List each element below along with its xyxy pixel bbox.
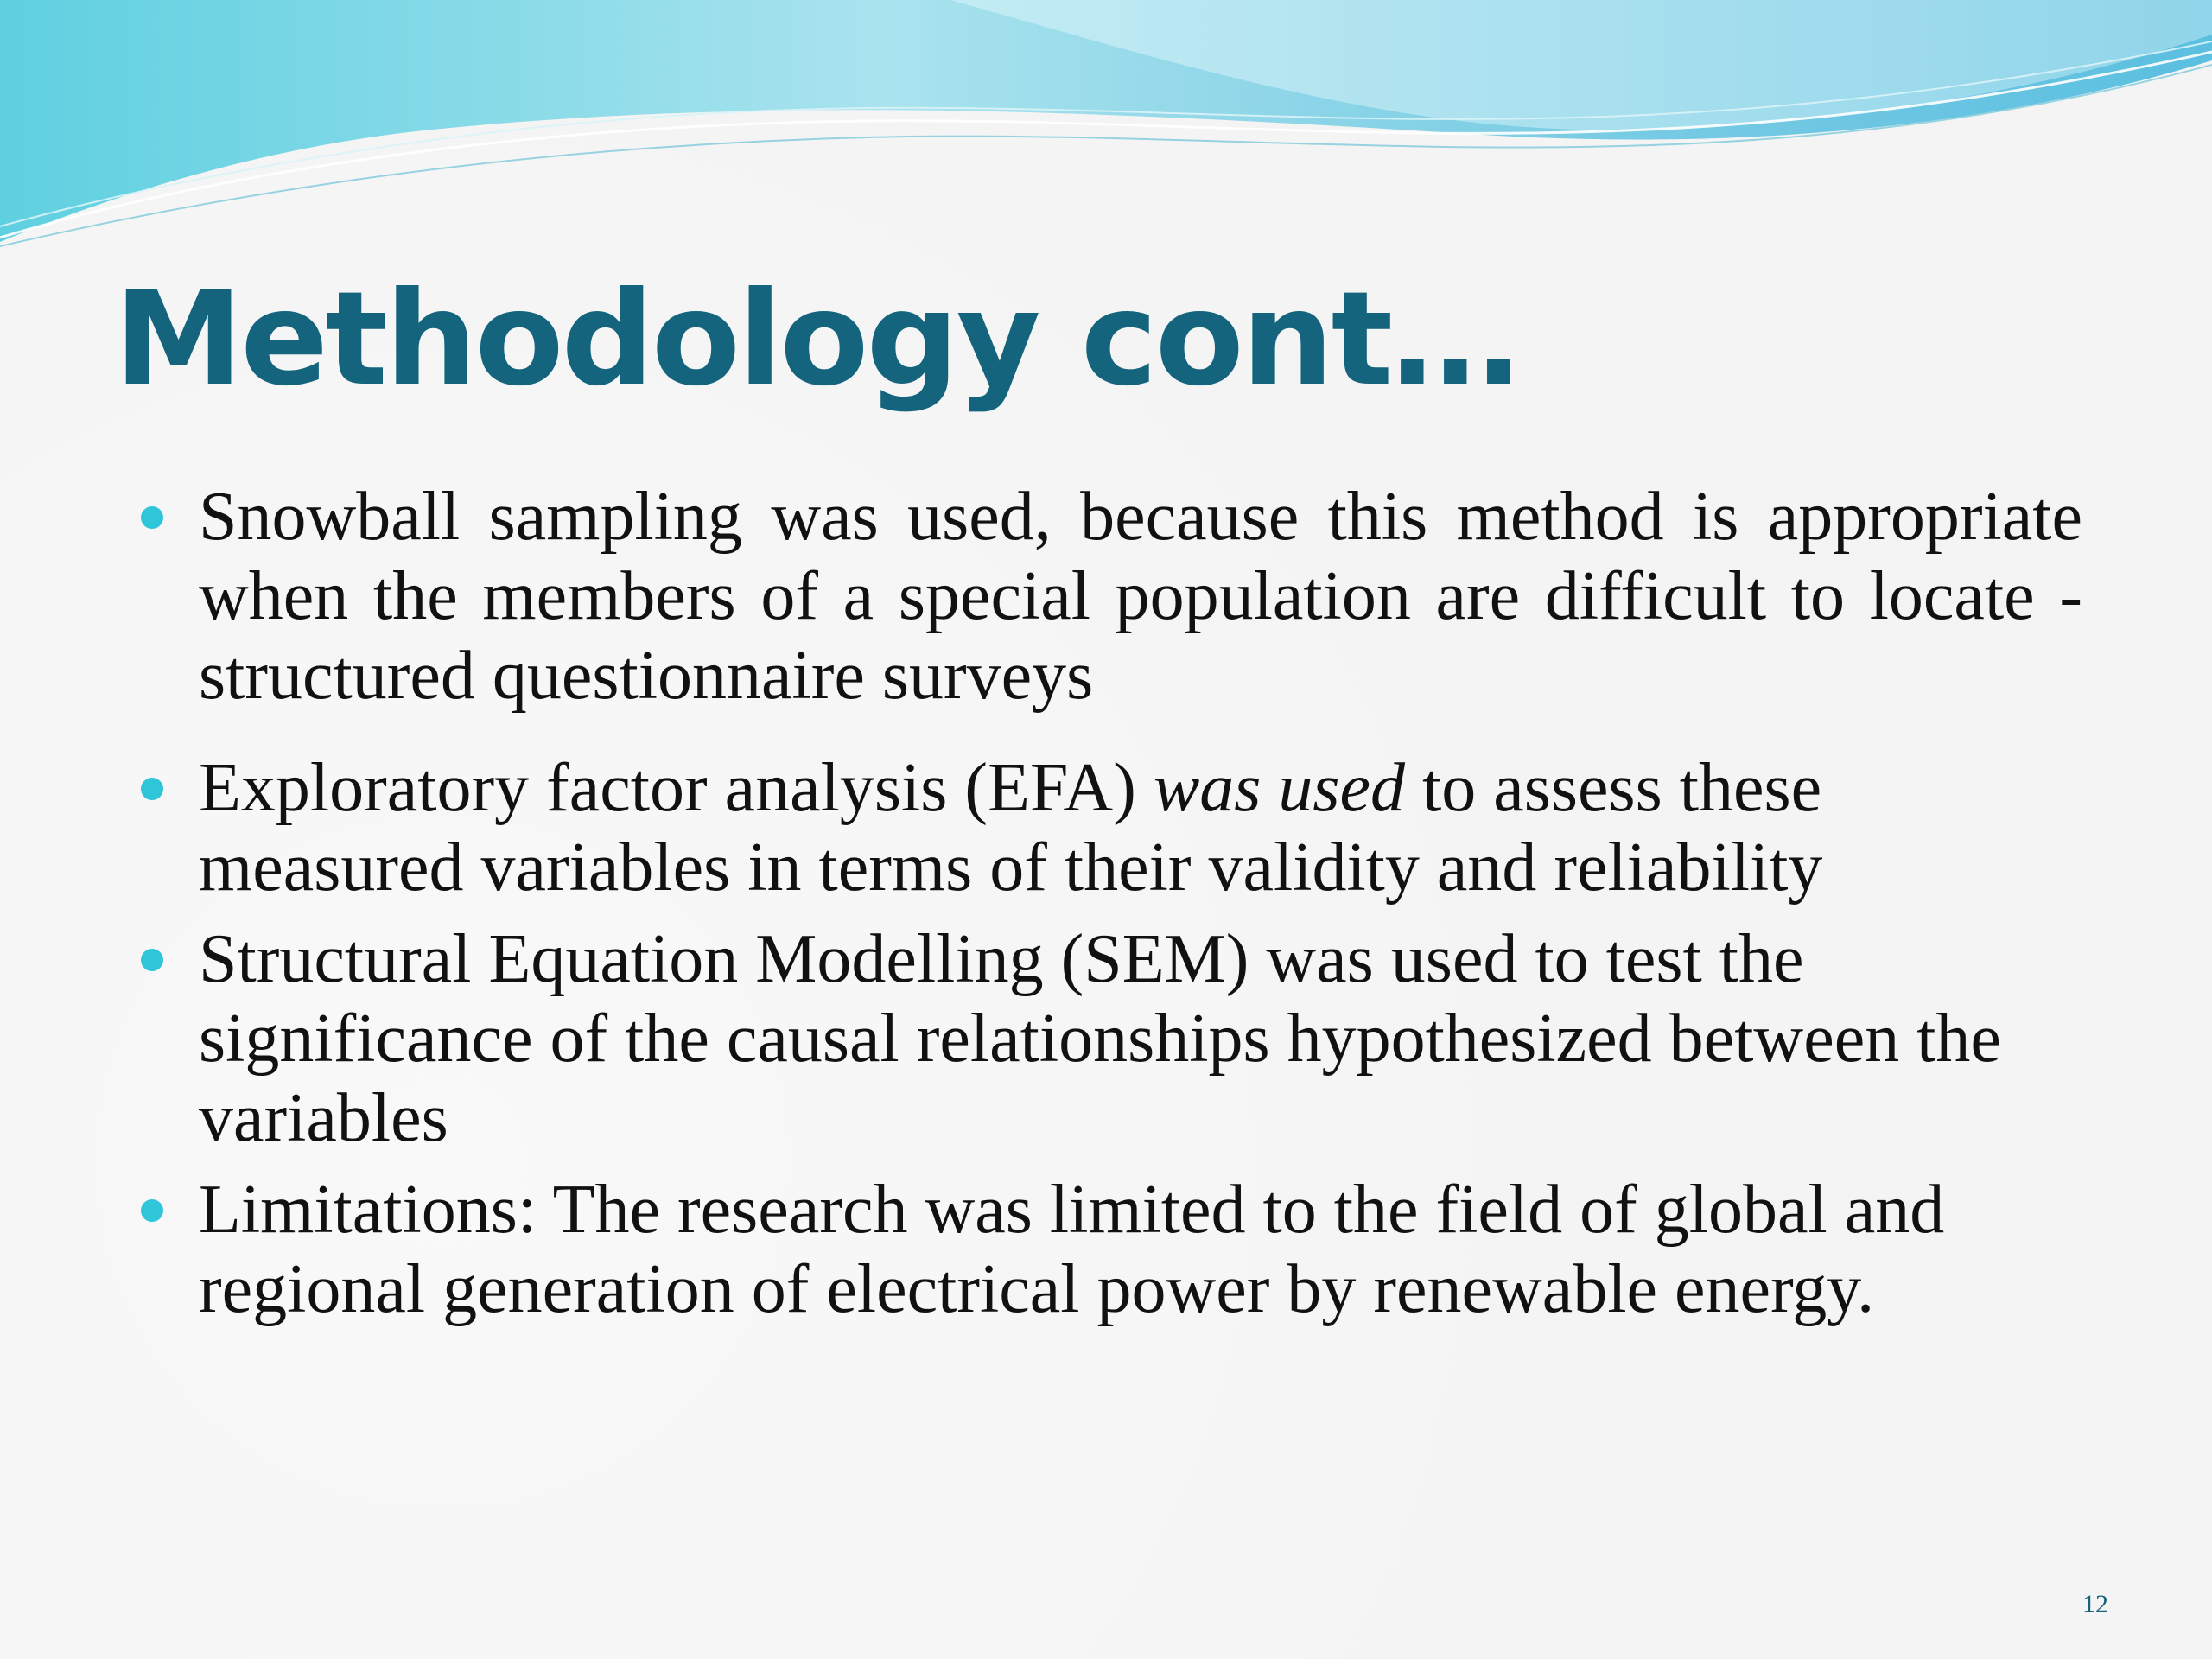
bullet-dot-icon bbox=[141, 1199, 163, 1222]
bullet-item bbox=[138, 1170, 2082, 1329]
bullet-text: Structural Equation Modelling (SEM) was used to test the significance of the causal relationships hypothesized between the variables bbox=[199, 921, 2001, 1156]
bullet-text-emphasis: was used bbox=[1153, 750, 1405, 826]
bullet-text: to assess these measured variables in terms of their validity and reliability bbox=[199, 750, 1823, 906]
bullet-item bbox=[138, 919, 2082, 1158]
slide-title: Methodology cont… bbox=[114, 264, 1518, 415]
bullet-text: Exploratory factor analysis (EFA) bbox=[199, 750, 1154, 826]
bullet-text: Limitations: The research was limited to the field of global and regional generation of electrical power by renewable energy. bbox=[199, 1172, 1945, 1327]
bullet-dot-icon bbox=[141, 506, 163, 529]
bullet-list bbox=[138, 477, 2082, 1329]
bullet-text: Snowball sampling was used, because this method is appropriate when the members of a special population are difficult to locate - structured questionnaire surveys bbox=[199, 479, 2082, 714]
header-wave-decoration bbox=[0, 0, 2212, 259]
bullet-dot-icon bbox=[141, 949, 163, 971]
bullet-item bbox=[138, 748, 2082, 907]
bullet-item bbox=[138, 477, 2082, 715]
page-number: 12 bbox=[2082, 1590, 2108, 1618]
bullet-dot-icon bbox=[141, 778, 163, 800]
